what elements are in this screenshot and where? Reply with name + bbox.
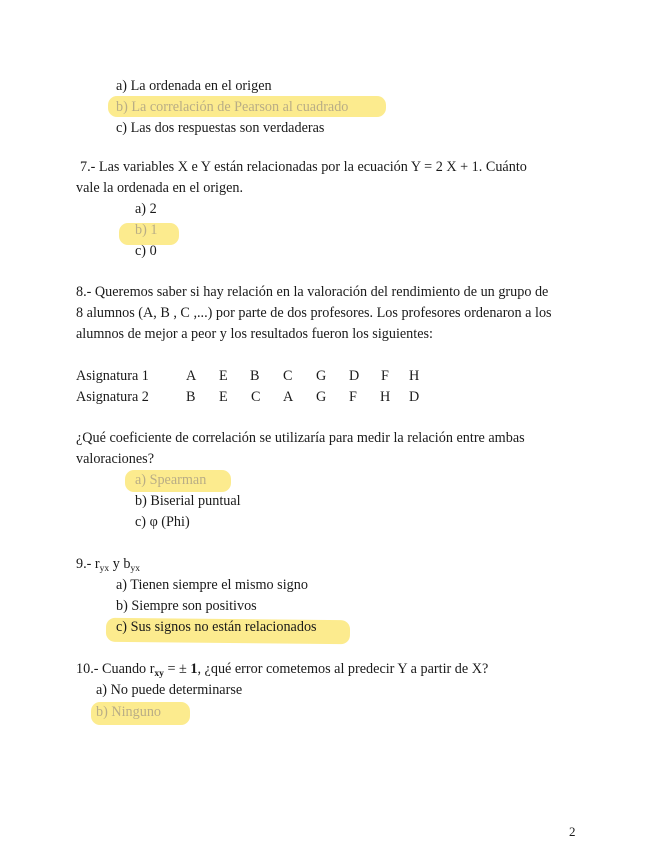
b-subscript: yx: [130, 564, 140, 574]
q10-one: 1: [190, 661, 198, 677]
table-cell: F: [349, 389, 357, 405]
q9-question: [76, 554, 140, 574]
q10-prefix: 10.- Cuando r: [76, 661, 155, 677]
q8-text-line1: 8.- Queremos saber si hay relación en la valoración del rendimiento de un grupo de: [76, 284, 549, 300]
table-cell: B: [186, 389, 196, 405]
q7-option-b: b) 1: [135, 222, 158, 238]
q9-option-a: a) Tienen siempre el mismo signo: [116, 577, 308, 593]
table-cell: E: [219, 389, 228, 405]
table-cell: H: [380, 389, 391, 405]
q6-option-b: b) La correlación de Pearson al cuadrado: [116, 99, 349, 115]
q10-suffix: , ¿qué error cometemos al predecir Y a partir de X?: [197, 661, 489, 677]
table-cell: C: [283, 368, 293, 384]
q7-text-line1: 7.- Las variables X e Y están relacionadas por la ecuación Y = 2 X + 1. Cuánto: [80, 159, 527, 175]
q8-option-a: a) Spearman: [135, 472, 207, 488]
q9-connector: y: [109, 556, 124, 572]
table-cell: B: [250, 368, 260, 384]
table-cell: A: [283, 389, 294, 405]
row-label: Asignatura 1: [76, 368, 149, 384]
table-cell: G: [316, 389, 327, 405]
r-symbol: r: [94, 556, 100, 572]
q8-option-b: b) Biserial puntual: [135, 493, 241, 509]
r-subscript: yx: [99, 564, 110, 574]
q7-option-a: a) 2: [135, 201, 157, 217]
q6-option-c: c) Las dos respuestas son verdaderas: [116, 120, 325, 136]
r-subscript: xy: [154, 669, 164, 679]
table-cell: G: [316, 368, 327, 384]
q9-option-c: c) Sus signos no están relacionados: [116, 619, 317, 635]
q10-equals: = ±: [163, 661, 191, 677]
page-number: 2: [569, 824, 576, 839]
q6-option-a: a) La ordenada en el origen: [116, 78, 272, 94]
table-cell: D: [409, 389, 420, 405]
q7-text-line2: vale la ordenada en el origen.: [76, 180, 244, 196]
q8-question-line1: ¿Qué coeficiente de correlación se utilizaría para medir la relación entre ambas: [76, 430, 525, 446]
table-cell: D: [349, 368, 360, 384]
q9-number: 9.-: [76, 556, 95, 572]
q8-text-line3: alumnos de mejor a peor y los resultados fueron los siguientes:: [76, 326, 433, 342]
table-cell: F: [381, 368, 389, 384]
q10-option-a: a) No puede determinarse: [96, 682, 243, 698]
q10-option-b: b) Ninguno: [96, 704, 162, 720]
q7-option-c: c) 0: [135, 243, 157, 259]
q8-question-line2: valoraciones?: [76, 451, 154, 467]
table-cell: H: [409, 368, 420, 384]
q10-question: [76, 659, 488, 679]
b-symbol: b: [123, 556, 131, 572]
q8-option-c: c) φ (Phi): [135, 514, 190, 530]
table-cell: A: [186, 368, 197, 384]
table-cell: C: [251, 389, 261, 405]
table-cell: E: [219, 368, 228, 384]
q8-text-line2: 8 alumnos (A, B , C ,...) por parte de dos profesores. Los profesores ordenaron a los: [76, 305, 552, 321]
row-label: Asignatura 2: [76, 389, 149, 405]
q9-option-b: b) Siempre son positivos: [116, 598, 257, 614]
